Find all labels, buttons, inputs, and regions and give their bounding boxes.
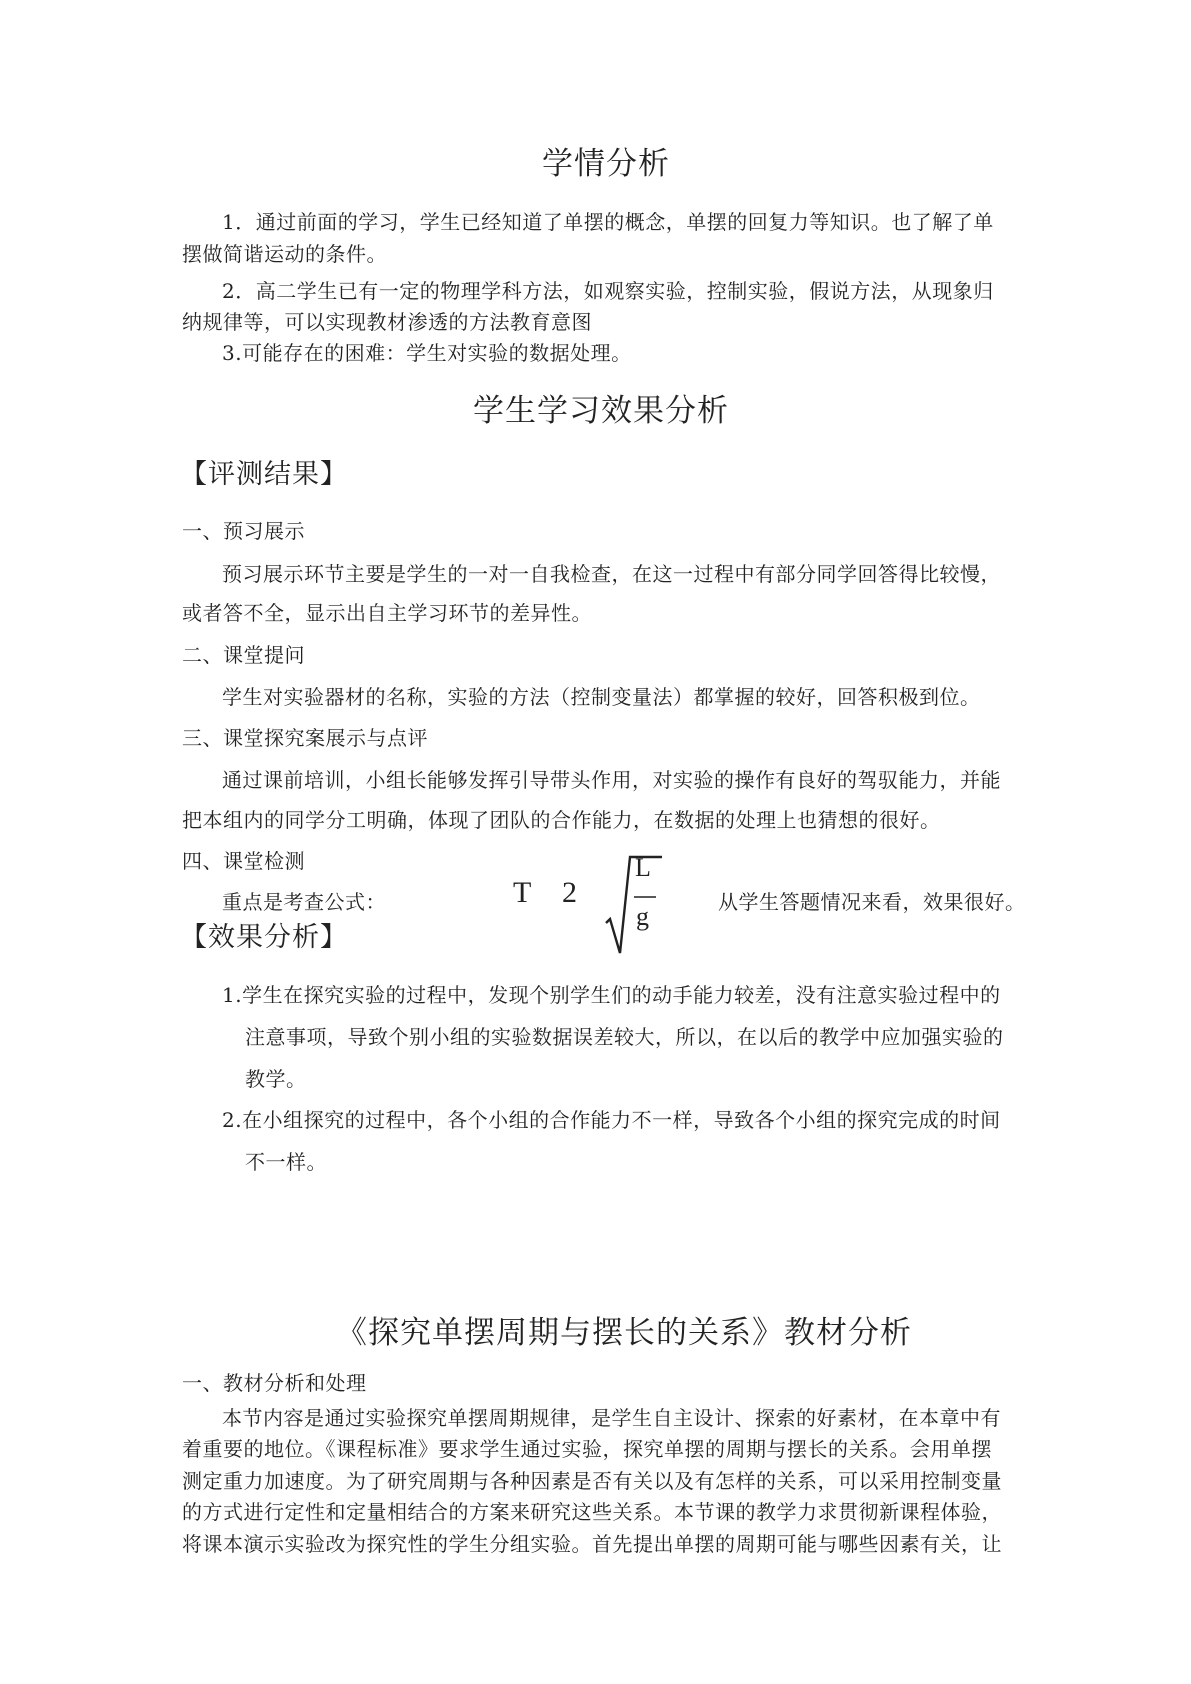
section1-item-2: 2．高二学生已有一定的物理学科方法，如观察实验，控制实验，假说方法，从现象归: [222, 279, 994, 303]
inquiry-line-2: 把本组内的同学分工明确，体现了团队的合作能力，在数据的处理上也猜想的很好。: [182, 808, 941, 832]
formula-T: T: [513, 876, 532, 909]
test-heading: 四、课堂检测: [182, 849, 305, 873]
question-line-1: 学生对实验器材的名称，实验的方法（控制变量法）都掌握的较好，回答积极到位。: [222, 685, 981, 709]
material-line-5: 将课本演示实验改为探究性的学生分组实验。首先提出单摆的周期可能与哪些因素有关，让: [182, 1532, 1002, 1556]
formula-denominator: g: [636, 902, 649, 931]
section2-title: 学生学习效果分析: [473, 393, 729, 429]
formula-numerator: L: [635, 853, 651, 882]
preview-line-2: 或者答不全，显示出自主学习环节的差异性。: [182, 601, 592, 625]
effect-2-line-1: 2.在小组探究的过程中，各个小组的合作能力不一样，导致各个小组的探究完成的时间: [222, 1108, 1001, 1132]
inquiry-line-1: 通过课前培训，小组长能够发挥引导带头作用，对实验的操作有良好的驾驭能力，并能: [222, 768, 1001, 792]
eval-results-heading: 【评测结果】: [180, 459, 348, 490]
effect-analysis-heading: 【效果分析】: [180, 922, 348, 953]
effect-1-line-3: 教学。: [245, 1067, 307, 1091]
section1-title: 学情分析: [542, 146, 670, 182]
question-heading: 二、课堂提问: [182, 643, 305, 667]
effect-2-line-2: 不一样。: [245, 1150, 327, 1174]
formula-two: 2: [562, 876, 577, 909]
section1-item-3: 3.可能存在的困难：学生对实验的数据处理。: [222, 341, 632, 365]
material-line-2: 着重要的地位。《课程标准》要求学生通过实验，探究单摆的周期与摆长的关系。会用单摆: [182, 1437, 992, 1461]
test-line-left: 重点是考查公式：: [222, 890, 386, 914]
section1-item-1: 1．通过前面的学习，学生已经知道了单摆的概念，单摆的回复力等知识。也了解了单: [222, 210, 994, 234]
material-line-4: 的方式进行定性和定量相结合的方案来研究这些关系。本节课的教学力求贯彻新课程体验，: [182, 1500, 1002, 1524]
material-line-3: 测定重力加速度。为了研究周期与各种因素是否有关以及有怎样的关系，可以采用控制变量: [182, 1469, 1002, 1493]
inquiry-heading: 三、课堂探究案展示与点评: [182, 726, 428, 750]
effect-1-line-2: 注意事项，导致个别小组的实验数据误差较大，所以，在以后的教学中应加强实验的: [245, 1025, 1004, 1049]
test-line-right: 从学生答题情况来看，效果很好。: [718, 890, 1026, 914]
section1-item-2-cont: 纳规律等，可以实现教材渗透的方法教育意图: [182, 310, 592, 334]
preview-heading: 一、预习展示: [182, 519, 305, 543]
preview-line-1: 预习展示环节主要是学生的一对一自我检查，在这一过程中有部分同学回答得比较慢，: [222, 562, 1001, 586]
material-line-1: 本节内容是通过实验探究单摆周期规律，是学生自主设计、探索的好素材，在本章中有: [222, 1406, 1001, 1430]
section1-item-1-cont: 摆做简谐运动的条件。: [182, 242, 387, 266]
material-heading: 一、教材分析和处理: [182, 1371, 367, 1395]
section3-title: 《探究单摆周期与摆长的关系》教材分析: [336, 1315, 912, 1351]
effect-1-line-1: 1.学生在探究实验的过程中，发现个别学生们的动手能力较差，没有注意实验过程中的: [222, 983, 1001, 1007]
